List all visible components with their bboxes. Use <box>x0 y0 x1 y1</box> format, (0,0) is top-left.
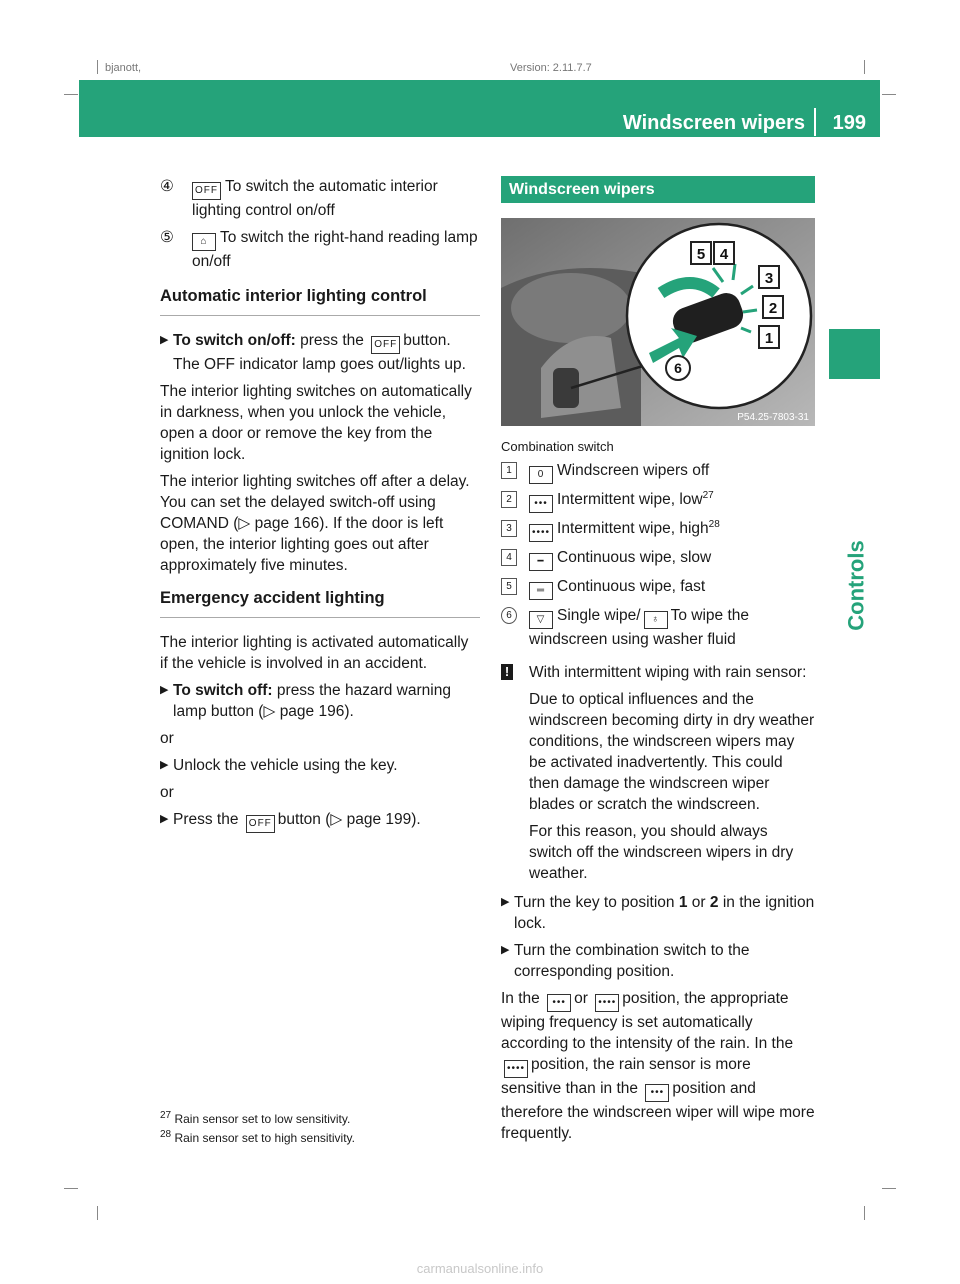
figure-callout: 6 <box>674 360 682 376</box>
paragraph: The interior lighting switches off after a delay. You can set the delayed switch-off using COMAND (▷ page 166). If the door is left open, the interior lighting goes out after approximately five minutes. <box>160 473 470 574</box>
step-arrow-icon: ▶ <box>160 334 169 346</box>
section-title-bar: Windscreen wipers <box>501 176 815 203</box>
legend-key: 4 <box>501 549 517 566</box>
step-arrow-icon: ▶ <box>501 944 510 956</box>
single-wipe-icon: ▽ <box>529 611 553 629</box>
list-item <box>160 227 480 272</box>
figure-callout: 5 <box>696 246 706 263</box>
instruction-step: ▶ Unlock the vehicle using the key. <box>160 757 398 774</box>
meta-version: Version: 2.11.7.7 <box>510 62 592 74</box>
chapter-label: Controls <box>843 539 869 631</box>
legend-key: 5 <box>501 578 517 595</box>
paragraph: The interior lighting is activated automatically if the vehicle is involved in an accident. <box>160 634 469 672</box>
instruction-step: ▶ To switch on/off: press the OFF button. The OFF indicator lamp goes out/lights up. <box>160 330 480 375</box>
legend-item: 5 ═ Continuous wipe, fast <box>501 576 815 600</box>
intermittent-low-icon: ••• <box>645 1084 669 1102</box>
figure-callout: 2 <box>768 300 778 317</box>
crop-mark <box>97 1206 98 1220</box>
crop-mark <box>64 1188 78 1189</box>
chapter-tab <box>829 329 880 379</box>
continuous-slow-icon: ━ <box>529 553 553 571</box>
intermittent-high-icon: •••• <box>504 1060 528 1078</box>
legend-key: 2 <box>501 491 517 508</box>
crop-mark <box>64 94 78 95</box>
intermittent-low-icon: ••• <box>547 994 571 1012</box>
heading-rule <box>160 315 480 316</box>
legend-item: 1 0 Windscreen wipers off <box>501 460 815 484</box>
legend-key: 3 <box>501 520 517 537</box>
interior-light-off-icon: OFF <box>246 815 275 833</box>
legend-item: 2 ••• Intermittent wipe, low$^{27}$ <box>501 489 815 513</box>
legend-item: 6 ▽ Single wipe/ ♁ To wipe the windscreen using washer fluid <box>501 605 815 650</box>
reading-lamp-icon: ⌂ <box>192 233 216 251</box>
meta-author: bjanott, <box>105 62 142 74</box>
crop-mark <box>882 1188 896 1189</box>
warning-text: Due to optical influences and the windscreen becoming dirty in dry weather conditions, the windscreen wipers may be activated inadvertently. This could then damage the windscreen wiper blades or scratch the windscreen. <box>529 691 815 813</box>
or-text: or <box>160 730 174 747</box>
page-header <box>79 80 880 137</box>
intermittent-high-icon: •••• <box>529 524 553 542</box>
warning-title: With intermittent wiping with rain sensor: <box>529 664 807 681</box>
warning-block <box>501 662 815 884</box>
figure-code: P54.25-7803-31 <box>737 412 809 423</box>
paragraph: In the ••• or •••• position, the appropriate wiping frequency is set automatically according to the intensity of the rain. In the •••• position, the rain sensor is more sensitive than in the ••• position and therefore the windscreen wiper will wipe more frequently. <box>501 990 815 1142</box>
instruction-step: ▶ Turn the key to position 1 or 2 in the ignition lock. <box>501 894 815 932</box>
footnote-ref: 28 <box>708 518 720 530</box>
crop-mark <box>864 1206 865 1220</box>
item-number: ④ <box>160 178 174 195</box>
header-title: Windscreen wipers <box>622 112 805 134</box>
interior-light-off-icon: OFF <box>192 182 221 200</box>
intermittent-low-icon: ••• <box>529 495 553 513</box>
list-item <box>160 176 480 221</box>
figure-callout: 4 <box>719 246 729 263</box>
intermittent-high-icon: •••• <box>595 994 619 1012</box>
legend-key: 6 <box>501 607 517 624</box>
heading-rule <box>160 617 480 618</box>
crop-mark <box>882 94 896 95</box>
step-arrow-icon: ▶ <box>160 759 169 771</box>
step-lead: To switch off: <box>173 682 273 699</box>
item-text: To switch the right-hand reading lamp on/off <box>192 229 478 270</box>
left-column <box>160 176 480 839</box>
wiper-off-icon: 0 <box>529 466 553 484</box>
figure-callout: 3 <box>764 270 774 287</box>
washer-fluid-icon: ♁ <box>644 611 668 629</box>
legend-key: 1 <box>501 462 517 479</box>
legend-item: 3 •••• Intermittent wipe, high$^{28}$ <box>501 518 815 542</box>
section-heading: Emergency accident lighting <box>160 589 385 607</box>
crop-mark <box>864 60 865 74</box>
instruction-step: ▶ Turn the combination switch to the corresponding position. <box>501 942 750 980</box>
step-arrow-icon: ▶ <box>160 813 169 825</box>
instruction-step: ▶ To switch off: press the hazard warning lamp button (▷ page 196). <box>160 682 451 720</box>
section-heading: Automatic interior lighting control <box>160 287 427 305</box>
footnotes <box>160 1110 480 1148</box>
or-text: or <box>160 784 174 801</box>
step-arrow-icon: ▶ <box>501 896 510 908</box>
combination-switch-photo <box>501 218 815 426</box>
figure-callout: 1 <box>764 330 774 347</box>
page-number: 199 <box>832 112 866 134</box>
figure-caption: Combination switch <box>501 439 614 454</box>
legend-item: 4 ━ Continuous wipe, slow <box>501 547 815 571</box>
crop-mark <box>97 60 98 74</box>
item-text: To switch the automatic interior lighting control on/off <box>192 178 438 219</box>
step-lead: To switch on/off: <box>173 332 296 349</box>
continuous-fast-icon: ═ <box>529 582 553 600</box>
step-arrow-icon: ▶ <box>160 684 169 696</box>
header-divider <box>814 108 816 136</box>
interior-light-off-icon: OFF <box>371 336 400 354</box>
paragraph: The interior lighting switches on automatically in darkness, when you unlock the vehicle, open a door or remove the key from the ignition lock. <box>160 383 472 463</box>
footnote: $^{28}$ Rain sensor set to high sensitivity. <box>160 1129 355 1145</box>
footnote-ref: 27 <box>702 489 714 501</box>
watermark: carmanualsonline.info <box>416 1261 544 1276</box>
warning-text: For this reason, you should always switch off the windscreen wipers in dry weather. <box>529 823 794 882</box>
right-column <box>501 176 815 1150</box>
footnote: $^{27}$ Rain sensor set to low sensitivity. <box>160 1110 351 1126</box>
item-number: ⑤ <box>160 229 174 246</box>
step-result: The OFF indicator lamp goes out/lights up. <box>173 356 466 373</box>
warning-icon: ! <box>501 664 513 680</box>
instruction-step: ▶ Press the OFF button (▷ page 199). <box>160 809 480 833</box>
